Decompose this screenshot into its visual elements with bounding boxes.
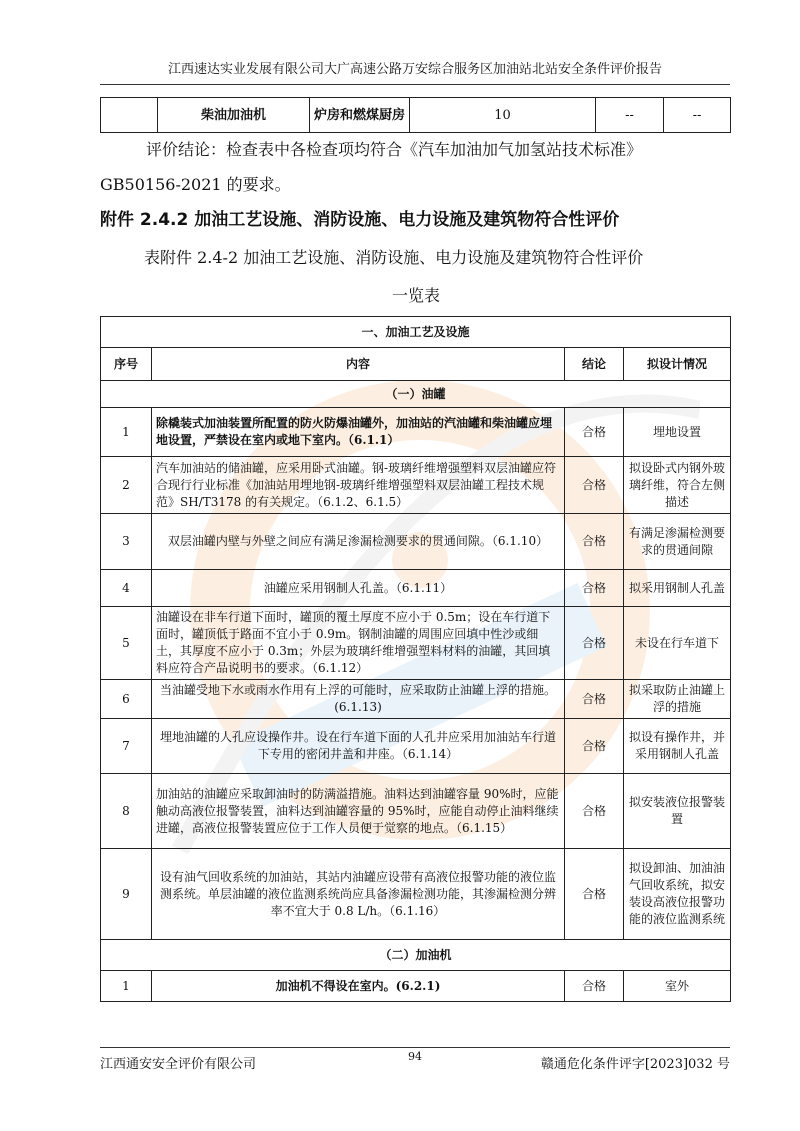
group-title-dispensers: （二）加油机	[101, 940, 731, 971]
previous-table-continuation	[100, 97, 731, 133]
row-design: 拟设有操作井，并采用钢制人孔盖	[624, 719, 731, 774]
row-result: 合格	[565, 680, 624, 719]
empty-cell	[101, 98, 158, 133]
compliance-table	[100, 316, 731, 1002]
row-content: 汽车加油站的储油罐，应采用卧式油罐。钢-玻璃纤维增强塑料双层油罐应符合现行行业标准《加油站用埋地钢-玻璃纤维增强塑料双层油罐工程技术规范》SH/T3178 的有关规定。（6.1.2、6.1.5）	[152, 457, 565, 514]
row-result: 合格	[565, 774, 624, 849]
table-row	[101, 971, 731, 1002]
header-content: 内容	[152, 348, 565, 381]
row-no: 1	[101, 408, 152, 457]
section-title: 附件 2.4.2 加油工艺设施、消防设施、电力设施及建筑物符合性评价	[100, 210, 620, 230]
table-row	[101, 680, 731, 719]
table-row	[101, 849, 731, 940]
row-content: 除橇装式加油装置所配置的防火防爆油罐外，加油站的汽油罐和柴油罐应埋地设置，严禁设在室内或地下室内。（6.1.1）	[152, 408, 565, 457]
dash-cell: --	[664, 98, 731, 133]
header-no: 序号	[101, 348, 152, 381]
row-design: 拟采用钢制人孔盖	[624, 570, 731, 607]
row-content: 双层油罐内壁与外壁之间应有满足渗漏检测要求的贯通间隙。（6.1.10）	[152, 514, 565, 570]
table-header-row	[101, 348, 731, 381]
table-row	[101, 774, 731, 849]
header-design: 拟设计情况	[624, 348, 731, 381]
distance-cell: 10	[410, 98, 596, 133]
page-header: 江西速达实业发展有限公司大广高速公路万安综合服务区加油站北站安全条件评价报告	[167, 62, 662, 77]
conclusion-line-2: GB50156-2021 的要求。	[100, 175, 291, 194]
row-design: 埋地设置	[624, 408, 731, 457]
row-content: 埋地油罐的人孔应设操作井。设在行车道下面的人孔井应采用加油站车行道下专用的密闭井盖和井座。（6.1.14）	[152, 719, 565, 774]
row-no: 4	[101, 570, 152, 607]
row-no: 6	[101, 680, 152, 719]
row-content: 当油罐受地下水或雨水作用有上浮的可能时，应采取防止油罐上浮的措施。(6.1.13)	[152, 680, 565, 719]
item-cell: 柴油加油机	[158, 98, 310, 133]
row-content: 加油机不得设在室内。(6.2.1)	[152, 971, 565, 1002]
row-design: 有满足渗漏检测要求的贯通间隙	[624, 514, 731, 570]
row-design: 室外	[624, 971, 731, 1002]
row-result: 合格	[565, 514, 624, 570]
table-row	[101, 719, 731, 774]
header-divider	[100, 84, 730, 85]
row-content: 加油站的油罐应采取卸油时的防满溢措施。油料达到油罐容量 90%时，应能触动高液位报警装置，油料达到油罐容量的 95%时，应能自动停止油料继续进罐，高液位报警装置应位于工作人员便于觉察的地点。（6.1.15）	[152, 774, 565, 849]
row-content: 油罐应采用钢制人孔盖。（6.1.11）	[152, 570, 565, 607]
table-caption-line-1: 表附件 2.4-2 加油工艺设施、消防设施、电力设施及建筑物符合性评价	[144, 248, 644, 267]
row-design: 拟安装液位报警装置	[624, 774, 731, 849]
row-result: 合格	[565, 971, 624, 1002]
header-result: 结论	[565, 348, 624, 381]
row-no: 9	[101, 849, 152, 940]
table-row	[101, 570, 731, 607]
table-caption-line-2: 一览表	[391, 286, 440, 305]
row-no: 2	[101, 457, 152, 514]
group-row	[101, 940, 731, 971]
row-no: 3	[101, 514, 152, 570]
row-design: 未设在行车道下	[624, 607, 731, 680]
row-result: 合格	[565, 457, 624, 514]
row-no: 1	[101, 971, 152, 1002]
row-design: 拟设卸油、加油油气回收系统，拟安装设高液位报警功能的液位监测系统	[624, 849, 731, 940]
footer-divider	[100, 1047, 730, 1048]
row-no: 8	[101, 774, 152, 849]
table-row	[101, 607, 731, 680]
row-no: 7	[101, 719, 152, 774]
page-number: 94	[408, 1050, 422, 1063]
footer-company: 江西通安安全评价有限公司	[100, 1057, 257, 1072]
table-row	[101, 514, 731, 570]
table-row	[101, 98, 731, 133]
table-title-row	[101, 317, 731, 348]
table-row	[101, 457, 731, 514]
row-content: 设有油气回收系统的加油站，其站内油罐应设带有高液位报警功能的液位监测系统。单层油罐的液位监测系统尚应具备渗漏检测功能，其渗漏检测分辨率不宜大于 0.8 L/h。（6.1.16）	[152, 849, 565, 940]
row-result: 合格	[565, 408, 624, 457]
row-result: 合格	[565, 607, 624, 680]
row-design: 拟设卧式内钢外玻璃纤维，符合左侧描述	[624, 457, 731, 514]
row-result: 合格	[565, 570, 624, 607]
facility-cell: 炉房和燃煤厨房	[310, 98, 410, 133]
row-result: 合格	[565, 719, 624, 774]
footer-doc-number: 赣通危化条件评字[2023]032 号	[540, 1057, 730, 1072]
row-content: 油罐设在非车行道下面时，罐顶的覆土厚度不应小于 0.5m；设在车行道下面时，罐顶低于路面不宜小于 0.9m。钢制油罐的周围应回填中性沙或细土，其厚度不应小于 0.3m；外层为玻璃纤维增强塑料材料的油罐，其回填料应符合产品说明书的要求。（6.1.12）	[152, 607, 565, 680]
table-title: 一、加油工艺及设施	[101, 317, 731, 348]
row-design: 拟采取防止油罐上浮的措施	[624, 680, 731, 719]
group-row	[101, 381, 731, 408]
dash-cell: --	[596, 98, 664, 133]
conclusion-line-1: 评价结论：检查表中各检查项均符合《汽车加油加气加氢站技术标准》	[146, 140, 643, 159]
table-row	[101, 408, 731, 457]
row-no: 5	[101, 607, 152, 680]
group-title-tanks: （一）油罐	[101, 381, 731, 408]
row-result: 合格	[565, 849, 624, 940]
